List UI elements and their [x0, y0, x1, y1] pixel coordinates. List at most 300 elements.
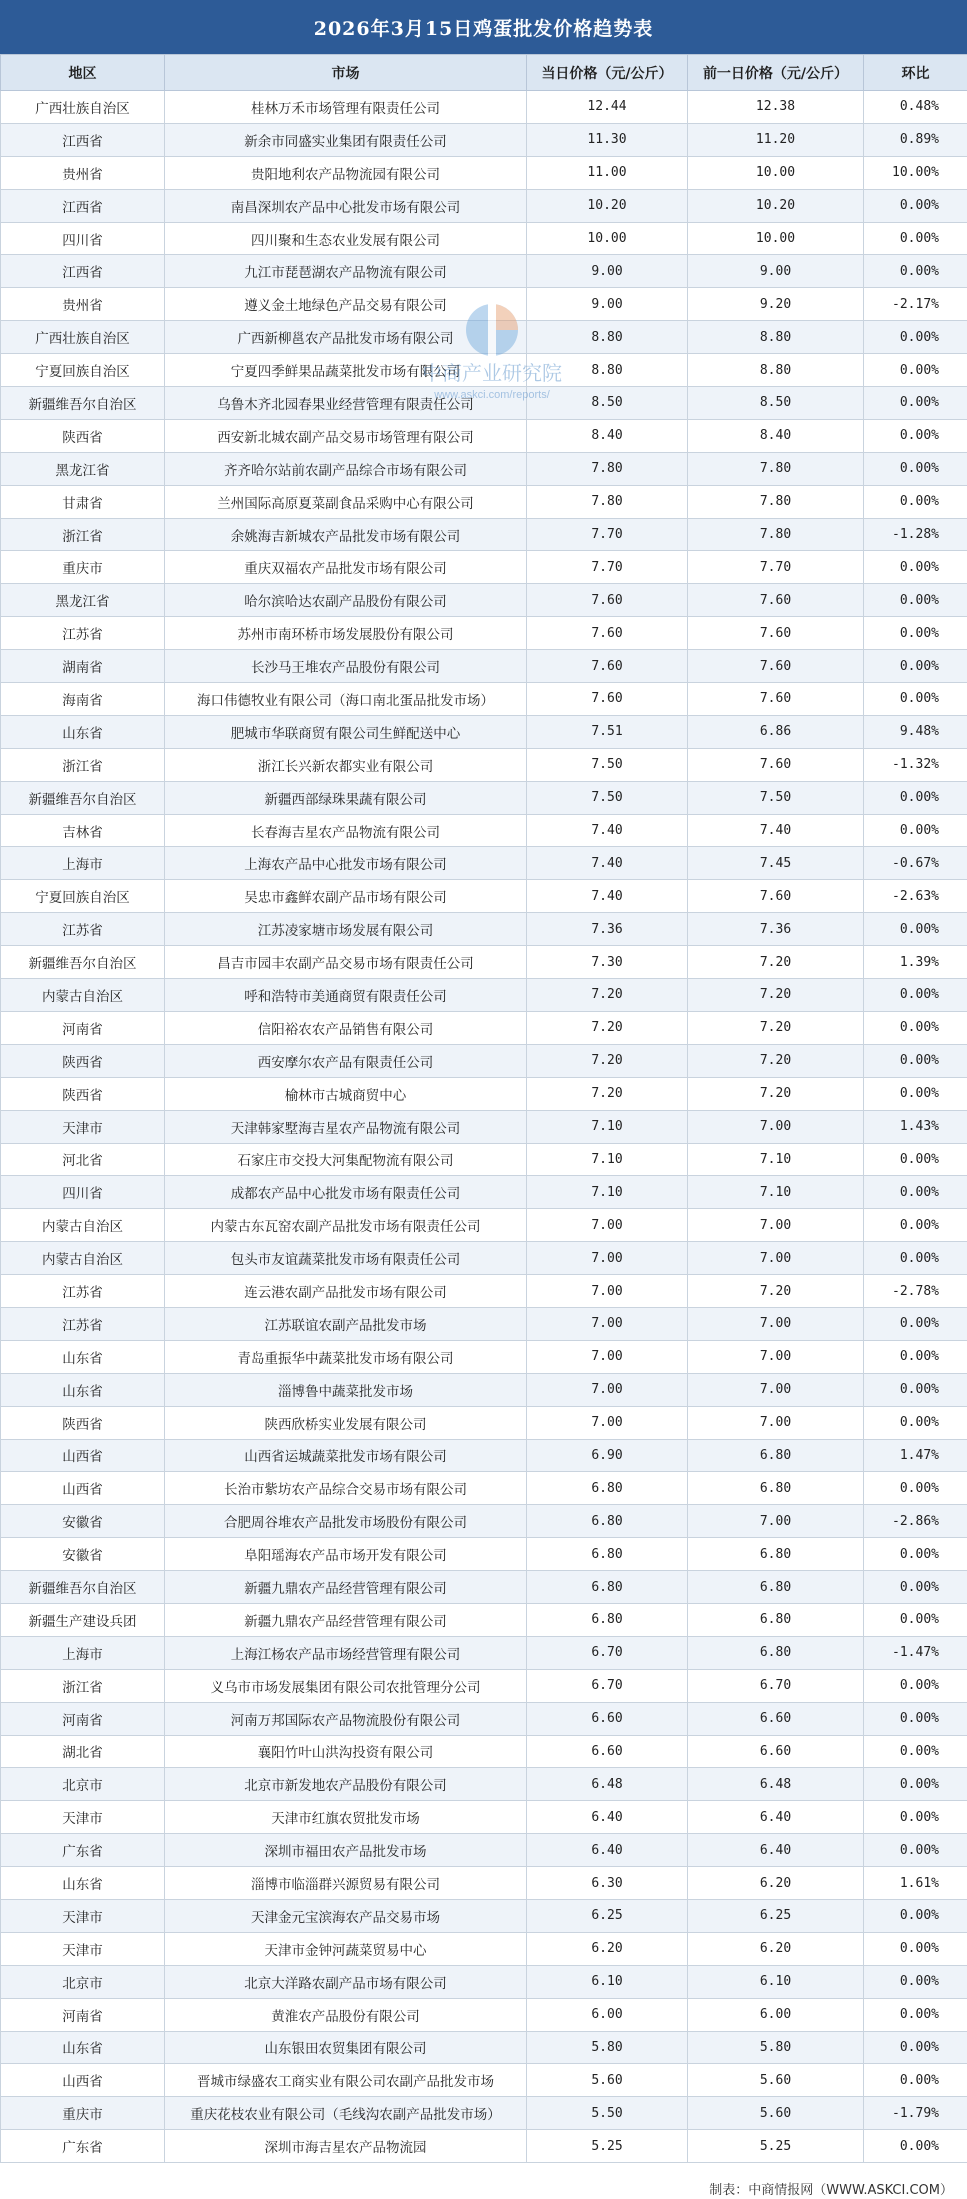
cell-today-price: 6.80 [527, 1472, 688, 1505]
cell-market: 石家庄市交投大河集配物流有限公司 [165, 1143, 527, 1176]
cell-today-price: 7.51 [527, 715, 688, 748]
table-row [1, 452, 967, 485]
cell-prev-price: 8.80 [688, 321, 864, 354]
table-row [1, 1669, 967, 1702]
cell-change: 0.00% [864, 814, 967, 847]
cell-market: 长春海吉星农产品物流有限公司 [165, 814, 527, 847]
cell-today-price: 6.25 [527, 1899, 688, 1932]
table-row [1, 1998, 967, 2031]
cell-market: 九江市琵琶湖农产品物流有限公司 [165, 255, 527, 288]
cell-prev-price: 6.40 [688, 1834, 864, 1867]
cell-market: 合肥周谷堆农产品批发市场股份有限公司 [165, 1505, 527, 1538]
cell-prev-price: 12.38 [688, 91, 864, 124]
cell-prev-price: 7.00 [688, 1110, 864, 1143]
cell-prev-price: 5.80 [688, 2031, 864, 2064]
table-row [1, 1406, 967, 1439]
cell-change: 0.00% [864, 1373, 967, 1406]
cell-prev-price: 6.25 [688, 1899, 864, 1932]
cell-region: 陕西省 [1, 1077, 165, 1110]
cell-region: 江苏省 [1, 617, 165, 650]
cell-today-price: 9.00 [527, 288, 688, 321]
table-row [1, 1801, 967, 1834]
cell-region: 新疆维吾尔自治区 [1, 946, 165, 979]
table-row [1, 1077, 967, 1110]
cell-change: 0.00% [864, 222, 967, 255]
cell-region: 山东省 [1, 1373, 165, 1406]
table-row [1, 2031, 967, 2064]
cell-region: 陕西省 [1, 1044, 165, 1077]
cell-market: 山东银田农贸集团有限公司 [165, 2031, 527, 2064]
cell-market: 长治市紫坊农产品综合交易市场有限公司 [165, 1472, 527, 1505]
table-row [1, 1834, 967, 1867]
table-row [1, 1505, 967, 1538]
table-row [1, 979, 967, 1012]
cell-change: 0.00% [864, 255, 967, 288]
cell-prev-price: 7.80 [688, 518, 864, 551]
cell-market: 义乌市市场发展集团有限公司农批管理分公司 [165, 1669, 527, 1702]
table-row [1, 715, 967, 748]
cell-prev-price: 7.60 [688, 683, 864, 716]
cell-market: 淄博鲁中蔬菜批发市场 [165, 1373, 527, 1406]
cell-today-price: 6.70 [527, 1669, 688, 1702]
cell-region: 广西壮族自治区 [1, 321, 165, 354]
cell-today-price: 7.50 [527, 748, 688, 781]
cell-change: 0.48% [864, 91, 967, 124]
cell-region: 四川省 [1, 1176, 165, 1209]
table-row [1, 1768, 967, 1801]
cell-change: 0.00% [864, 419, 967, 452]
table-row [1, 1373, 967, 1406]
cell-change: 0.00% [864, 387, 967, 420]
cell-market: 南昌深圳农产品中心批发市场有限公司 [165, 189, 527, 222]
table-body [1, 91, 967, 2163]
cell-region: 新疆维吾尔自治区 [1, 781, 165, 814]
cell-change: 0.00% [864, 1209, 967, 1242]
cell-region: 山东省 [1, 1340, 165, 1373]
header-today-price: 当日价格（元/公斤） [527, 55, 688, 91]
cell-today-price: 11.30 [527, 123, 688, 156]
cell-today-price: 6.48 [527, 1768, 688, 1801]
cell-change: 1.47% [864, 1439, 967, 1472]
cell-market: 昌吉市园丰农副产品交易市场有限责任公司 [165, 946, 527, 979]
cell-change: -2.78% [864, 1275, 967, 1308]
cell-region: 天津市 [1, 1110, 165, 1143]
cell-market: 江苏凌家塘市场发展有限公司 [165, 913, 527, 946]
cell-change: 0.00% [864, 1571, 967, 1604]
cell-region: 江西省 [1, 123, 165, 156]
cell-today-price: 7.20 [527, 1077, 688, 1110]
cell-prev-price: 7.20 [688, 1275, 864, 1308]
cell-region: 上海市 [1, 1636, 165, 1669]
cell-prev-price: 5.60 [688, 2097, 864, 2130]
table-row [1, 584, 967, 617]
cell-market: 成都农产品中心批发市场有限责任公司 [165, 1176, 527, 1209]
cell-prev-price: 7.45 [688, 847, 864, 880]
cell-prev-price: 7.36 [688, 913, 864, 946]
cell-region: 吉林省 [1, 814, 165, 847]
egg-price-table [0, 54, 967, 2163]
cell-today-price: 6.80 [527, 1538, 688, 1571]
cell-market: 天津市红旗农贸批发市场 [165, 1801, 527, 1834]
table-row [1, 1176, 967, 1209]
cell-today-price: 5.25 [527, 2130, 688, 2163]
cell-prev-price: 10.00 [688, 222, 864, 255]
cell-region: 浙江省 [1, 748, 165, 781]
cell-region: 宁夏回族自治区 [1, 880, 165, 913]
table-row [1, 1472, 967, 1505]
cell-change: 0.00% [864, 485, 967, 518]
cell-today-price: 7.00 [527, 1209, 688, 1242]
cell-change: 0.00% [864, 1735, 967, 1768]
cell-prev-price: 8.50 [688, 387, 864, 420]
cell-region: 四川省 [1, 222, 165, 255]
table-row [1, 814, 967, 847]
cell-prev-price: 8.40 [688, 419, 864, 452]
cell-change: 0.00% [864, 1603, 967, 1636]
cell-prev-price: 7.20 [688, 1044, 864, 1077]
cell-region: 内蒙古自治区 [1, 1242, 165, 1275]
cell-market: 上海农产品中心批发市场有限公司 [165, 847, 527, 880]
cell-region: 贵州省 [1, 288, 165, 321]
table-row [1, 1899, 967, 1932]
table-row [1, 880, 967, 913]
cell-change: -1.28% [864, 518, 967, 551]
cell-region: 安徽省 [1, 1505, 165, 1538]
cell-today-price: 7.50 [527, 781, 688, 814]
cell-change: 0.00% [864, 1472, 967, 1505]
cell-region: 甘肃省 [1, 485, 165, 518]
table-row [1, 1044, 967, 1077]
cell-today-price: 7.60 [527, 584, 688, 617]
cell-today-price: 7.70 [527, 518, 688, 551]
cell-prev-price: 7.60 [688, 748, 864, 781]
table-row [1, 913, 967, 946]
cell-today-price: 10.20 [527, 189, 688, 222]
header-market: 市场 [165, 55, 527, 91]
cell-prev-price: 5.25 [688, 2130, 864, 2163]
cell-today-price: 7.60 [527, 683, 688, 716]
cell-market: 呼和浩特市美通商贸有限责任公司 [165, 979, 527, 1012]
cell-market: 淄博市临淄群兴源贸易有限公司 [165, 1867, 527, 1900]
cell-change: 0.00% [864, 1406, 967, 1439]
cell-today-price: 12.44 [527, 91, 688, 124]
cell-market: 兰州国际高原夏菜副食品采购中心有限公司 [165, 485, 527, 518]
cell-change: -2.63% [864, 880, 967, 913]
cell-today-price: 7.60 [527, 617, 688, 650]
cell-region: 上海市 [1, 847, 165, 880]
cell-market: 深圳市海吉星农产品物流园 [165, 2130, 527, 2163]
cell-prev-price: 7.00 [688, 1505, 864, 1538]
cell-market: 北京市新发地农产品股份有限公司 [165, 1768, 527, 1801]
cell-prev-price: 7.00 [688, 1307, 864, 1340]
cell-today-price: 10.00 [527, 222, 688, 255]
cell-today-price: 9.00 [527, 255, 688, 288]
cell-market: 襄阳竹叶山洪沟投资有限公司 [165, 1735, 527, 1768]
cell-change: 0.00% [864, 1899, 967, 1932]
table-row [1, 1143, 967, 1176]
cell-prev-price: 7.00 [688, 1373, 864, 1406]
cell-today-price: 5.80 [527, 2031, 688, 2064]
cell-today-price: 6.60 [527, 1735, 688, 1768]
cell-prev-price: 7.20 [688, 946, 864, 979]
cell-region: 山东省 [1, 1867, 165, 1900]
cell-today-price: 7.00 [527, 1242, 688, 1275]
cell-change: 0.00% [864, 1538, 967, 1571]
cell-today-price: 8.80 [527, 354, 688, 387]
table-row [1, 2130, 967, 2163]
cell-today-price: 6.80 [527, 1571, 688, 1604]
cell-change: 0.00% [864, 1307, 967, 1340]
cell-today-price: 6.80 [527, 1603, 688, 1636]
cell-region: 宁夏回族自治区 [1, 354, 165, 387]
table-row [1, 1702, 967, 1735]
cell-prev-price: 7.20 [688, 1077, 864, 1110]
cell-region: 天津市 [1, 1801, 165, 1834]
cell-change: 0.00% [864, 321, 967, 354]
table-row [1, 1965, 967, 1998]
cell-market: 广西新柳邕农产品批发市场有限公司 [165, 321, 527, 354]
header-change: 环比 [864, 55, 967, 91]
cell-today-price: 7.10 [527, 1110, 688, 1143]
cell-prev-price: 7.10 [688, 1176, 864, 1209]
cell-today-price: 6.30 [527, 1867, 688, 1900]
cell-region: 广东省 [1, 2130, 165, 2163]
cell-today-price: 5.50 [527, 2097, 688, 2130]
cell-market: 西安新北城农副产品交易市场管理有限公司 [165, 419, 527, 452]
cell-market: 哈尔滨哈达农副产品股份有限公司 [165, 584, 527, 617]
cell-market: 天津市金钟河蔬菜贸易中心 [165, 1932, 527, 1965]
table-row [1, 518, 967, 551]
cell-today-price: 7.70 [527, 551, 688, 584]
cell-today-price: 7.00 [527, 1373, 688, 1406]
table-row [1, 1209, 967, 1242]
cell-region: 黑龙江省 [1, 584, 165, 617]
cell-prev-price: 6.80 [688, 1603, 864, 1636]
cell-change: 1.43% [864, 1110, 967, 1143]
cell-today-price: 7.80 [527, 452, 688, 485]
table-row [1, 847, 967, 880]
table-row [1, 650, 967, 683]
cell-today-price: 7.80 [527, 485, 688, 518]
cell-change: 0.00% [864, 1932, 967, 1965]
table-row [1, 2097, 967, 2130]
cell-market: 北京大洋路农副产品市场有限公司 [165, 1965, 527, 1998]
table-row [1, 683, 967, 716]
cell-prev-price: 7.20 [688, 1011, 864, 1044]
cell-region: 内蒙古自治区 [1, 1209, 165, 1242]
footer [0, 2174, 967, 2199]
cell-prev-price: 6.80 [688, 1636, 864, 1669]
table-row [1, 748, 967, 781]
cell-prev-price: 7.00 [688, 1340, 864, 1373]
cell-region: 河南省 [1, 1702, 165, 1735]
cell-change: -1.32% [864, 748, 967, 781]
cell-region: 内蒙古自治区 [1, 979, 165, 1012]
cell-today-price: 6.10 [527, 1965, 688, 1998]
cell-today-price: 6.20 [527, 1932, 688, 1965]
cell-prev-price: 7.60 [688, 584, 864, 617]
cell-market: 青岛重振华中蔬菜批发市场有限公司 [165, 1340, 527, 1373]
cell-market: 连云港农副产品批发市场有限公司 [165, 1275, 527, 1308]
cell-market: 吴忠市鑫鲜农副产品市场有限公司 [165, 880, 527, 913]
cell-prev-price: 10.00 [688, 156, 864, 189]
table-row [1, 485, 967, 518]
cell-change: 0.89% [864, 123, 967, 156]
cell-prev-price: 11.20 [688, 123, 864, 156]
cell-region: 山西省 [1, 2064, 165, 2097]
cell-market: 重庆双福农产品批发市场有限公司 [165, 551, 527, 584]
table-row [1, 2064, 967, 2097]
cell-change: 0.00% [864, 189, 967, 222]
cell-change: 0.00% [864, 1077, 967, 1110]
cell-today-price: 7.20 [527, 1011, 688, 1044]
cell-prev-price: 7.20 [688, 979, 864, 1012]
table-row [1, 1242, 967, 1275]
table-row [1, 1571, 967, 1604]
cell-market: 四川聚和生态农业发展有限公司 [165, 222, 527, 255]
cell-market: 乌鲁木齐北园春果业经营管理有限责任公司 [165, 387, 527, 420]
cell-change: 0.00% [864, 1702, 967, 1735]
cell-change: 0.00% [864, 617, 967, 650]
cell-today-price: 8.50 [527, 387, 688, 420]
cell-market: 上海江杨农产品市场经营管理有限公司 [165, 1636, 527, 1669]
header-prev-price: 前一日价格（元/公斤） [688, 55, 864, 91]
cell-today-price: 7.00 [527, 1275, 688, 1308]
cell-region: 江苏省 [1, 1307, 165, 1340]
cell-market: 齐齐哈尔站前农副产品综合市场有限公司 [165, 452, 527, 485]
cell-today-price: 8.40 [527, 419, 688, 452]
cell-change: 9.48% [864, 715, 967, 748]
cell-change: -1.79% [864, 2097, 967, 2130]
table-row [1, 1011, 967, 1044]
table-row [1, 946, 967, 979]
table-row [1, 387, 967, 420]
table-row [1, 321, 967, 354]
cell-prev-price: 6.80 [688, 1472, 864, 1505]
cell-prev-price: 6.80 [688, 1571, 864, 1604]
cell-market: 宁夏四季鲜果品蔬菜批发市场有限公司 [165, 354, 527, 387]
cell-prev-price: 9.20 [688, 288, 864, 321]
cell-region: 海南省 [1, 683, 165, 716]
cell-region: 浙江省 [1, 518, 165, 551]
cell-prev-price: 6.20 [688, 1867, 864, 1900]
cell-change: 0.00% [864, 551, 967, 584]
cell-change: 0.00% [864, 2064, 967, 2097]
cell-prev-price: 6.86 [688, 715, 864, 748]
table-row [1, 1603, 967, 1636]
cell-market: 余姚海吉新城农产品批发市场有限公司 [165, 518, 527, 551]
cell-change: 0.00% [864, 1176, 967, 1209]
cell-prev-price: 6.60 [688, 1735, 864, 1768]
table-row [1, 1735, 967, 1768]
cell-today-price: 5.60 [527, 2064, 688, 2097]
table-row [1, 1636, 967, 1669]
table-row [1, 419, 967, 452]
cell-change: 0.00% [864, 584, 967, 617]
cell-today-price: 11.00 [527, 156, 688, 189]
cell-region: 天津市 [1, 1932, 165, 1965]
cell-change: 1.39% [864, 946, 967, 979]
cell-today-price: 7.10 [527, 1176, 688, 1209]
cell-region: 河南省 [1, 1998, 165, 2031]
table-row [1, 1307, 967, 1340]
cell-change: 0.00% [864, 452, 967, 485]
cell-prev-price: 7.60 [688, 880, 864, 913]
table-row [1, 91, 967, 124]
cell-change: 10.00% [864, 156, 967, 189]
cell-change: 0.00% [864, 354, 967, 387]
header-region: 地区 [1, 55, 165, 91]
cell-prev-price: 7.10 [688, 1143, 864, 1176]
watermark-name: 中商产业研究院 [422, 363, 562, 385]
cell-today-price: 7.20 [527, 979, 688, 1012]
cell-prev-price: 6.10 [688, 1965, 864, 1998]
cell-change: 0.00% [864, 1801, 967, 1834]
cell-today-price: 7.36 [527, 913, 688, 946]
cell-market: 阜阳瑶海农产品市场开发有限公司 [165, 1538, 527, 1571]
cell-market: 河南万邦国际农产品物流股份有限公司 [165, 1702, 527, 1735]
cell-market: 天津金元宝滨海农产品交易市场 [165, 1899, 527, 1932]
cell-market: 桂林万禾市场管理有限责任公司 [165, 91, 527, 124]
cell-prev-price: 6.60 [688, 1702, 864, 1735]
cell-prev-price: 7.00 [688, 1209, 864, 1242]
cell-region: 山西省 [1, 1472, 165, 1505]
cell-region: 湖北省 [1, 1735, 165, 1768]
table-row [1, 617, 967, 650]
cell-region: 贵州省 [1, 156, 165, 189]
table-row [1, 1275, 967, 1308]
cell-prev-price: 7.80 [688, 452, 864, 485]
cell-prev-price: 10.20 [688, 189, 864, 222]
cell-today-price: 8.80 [527, 321, 688, 354]
cell-prev-price: 9.00 [688, 255, 864, 288]
cell-change: 0.00% [864, 1143, 967, 1176]
cell-region: 江苏省 [1, 1275, 165, 1308]
cell-region: 北京市 [1, 1965, 165, 1998]
cell-change: 0.00% [864, 1669, 967, 1702]
cell-change: 0.00% [864, 781, 967, 814]
cell-region: 北京市 [1, 1768, 165, 1801]
cell-prev-price: 7.70 [688, 551, 864, 584]
table-row [1, 222, 967, 255]
cell-change: 0.00% [864, 683, 967, 716]
cell-today-price: 7.40 [527, 880, 688, 913]
cell-today-price: 7.60 [527, 650, 688, 683]
cell-today-price: 7.30 [527, 946, 688, 979]
cell-market: 肥城市华联商贸有限公司生鲜配送中心 [165, 715, 527, 748]
cell-today-price: 6.80 [527, 1505, 688, 1538]
cell-region: 山东省 [1, 2031, 165, 2064]
cell-prev-price: 7.40 [688, 814, 864, 847]
cell-today-price: 7.00 [527, 1340, 688, 1373]
cell-region: 陕西省 [1, 1406, 165, 1439]
cell-change: 0.00% [864, 2031, 967, 2064]
cell-market: 贵阳地利农产品物流园有限公司 [165, 156, 527, 189]
cell-market: 遵义金土地绿色产品交易有限公司 [165, 288, 527, 321]
cell-prev-price: 7.50 [688, 781, 864, 814]
cell-change: -0.67% [864, 847, 967, 880]
footer-source: 制表：中商情报网（WWW.ASKCI.COM） [709, 2183, 953, 2198]
cell-change: 0.00% [864, 913, 967, 946]
cell-today-price: 7.40 [527, 814, 688, 847]
cell-prev-price: 7.60 [688, 617, 864, 650]
cell-prev-price: 5.60 [688, 2064, 864, 2097]
cell-region: 湖南省 [1, 650, 165, 683]
cell-region: 江西省 [1, 255, 165, 288]
cell-market: 黄淮农产品股份有限公司 [165, 1998, 527, 2031]
cell-region: 广西壮族自治区 [1, 91, 165, 124]
cell-prev-price: 7.60 [688, 650, 864, 683]
